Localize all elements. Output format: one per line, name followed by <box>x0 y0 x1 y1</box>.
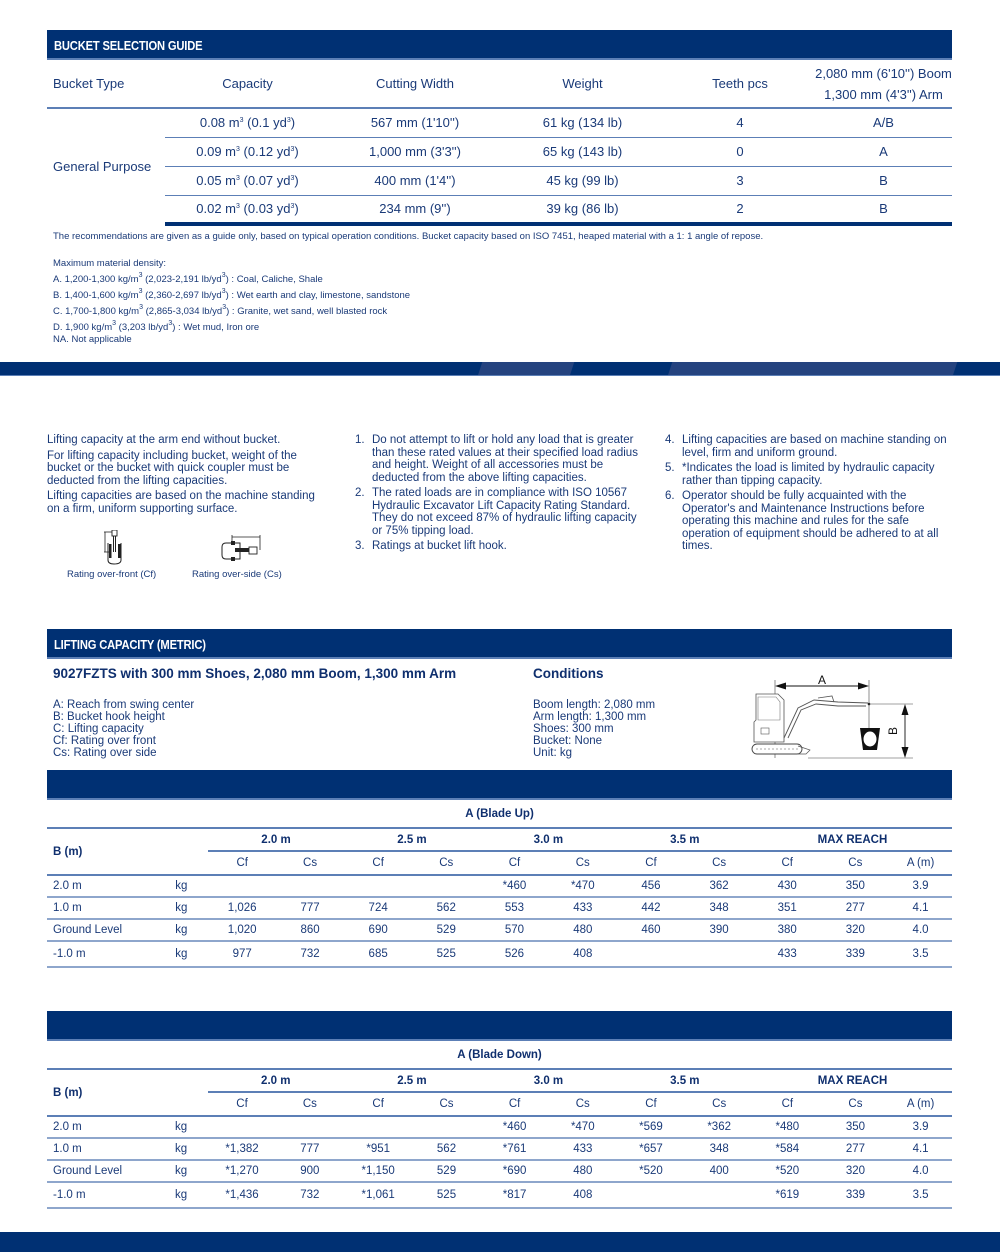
rating-sub-header: A (m) <box>889 1092 952 1116</box>
capacity-value: *480 <box>753 1116 822 1138</box>
rating-sub-header: Cs <box>821 851 889 875</box>
conditions-list <box>533 699 655 759</box>
weight-cell: 65 kg (143 lb) <box>500 137 665 166</box>
model-subtitle: 9027FZTS with 300 mm Shoes, 2,080 mm Boom, 1,300 mm Arm <box>53 666 457 681</box>
capacity-value: 277 <box>821 897 889 919</box>
density-item <box>53 302 410 318</box>
reach-group-header: 2.0 m <box>208 1069 344 1092</box>
boom-arm-rating-cell: B <box>815 195 952 224</box>
boom-arm-rating-cell: A/B <box>815 108 952 137</box>
rating-sub-header: Cs <box>412 851 480 875</box>
density-item <box>53 270 410 286</box>
unit-label: kg <box>169 1182 208 1208</box>
col-b-header: B (m) <box>47 828 208 875</box>
teeth-cell: 0 <box>665 137 815 166</box>
unit-label: kg <box>169 1116 208 1138</box>
note-text: *Indicates the load is limited by hydraulic capacity rather than tipping capacity. <box>682 462 935 487</box>
density-imperial: (2,865-3,034 lb/yd <box>142 306 223 317</box>
band-stripe <box>668 362 958 376</box>
blade-up-table <box>47 827 952 968</box>
reach-group-header: MAX REACH <box>753 1069 952 1092</box>
capacity-value: 860 <box>276 919 344 941</box>
condition-line: Bucket: None <box>533 735 603 747</box>
lift-table-row <box>47 897 952 919</box>
capacity-yd3: (0.03 yd <box>239 201 291 217</box>
rating-sub-header: Cf <box>480 851 549 875</box>
capacity-value: 1,020 <box>208 919 276 941</box>
abbreviation-legend <box>53 699 194 759</box>
capacity-value: 977 <box>208 941 276 967</box>
capacity-value: 4.1 <box>889 897 952 919</box>
group-header-row <box>47 828 952 851</box>
numbered-note <box>665 490 955 553</box>
superscript: 3 <box>236 146 240 153</box>
capacity-value: 553 <box>480 897 549 919</box>
unit-label: kg <box>169 897 208 919</box>
reach-group-header: 3.0 m <box>480 828 617 851</box>
paren: ) <box>294 201 299 217</box>
capacity-value: 3.9 <box>889 1116 952 1138</box>
header-weight: Weight <box>562 76 603 91</box>
teeth-cell: 2 <box>665 195 815 224</box>
icon-front-caption: Rating over-front (Cf) <box>67 569 157 580</box>
capacity-value <box>685 1182 753 1208</box>
weight-cell: 45 kg (99 lb) <box>500 166 665 195</box>
header-cutting-width: Cutting Width <box>375 76 455 91</box>
rating-sub-header: Cf <box>208 851 276 875</box>
capacity-value: 3.5 <box>889 1182 952 1208</box>
capacity-value: 777 <box>276 897 344 919</box>
height-label: -1.0 m <box>47 941 169 967</box>
superscript: 3 <box>286 117 291 125</box>
superscript: 3 <box>236 175 240 182</box>
rating-sub-header: Cs <box>276 851 344 875</box>
capacity-value: 408 <box>549 941 617 967</box>
capacity-value: *1,061 <box>344 1182 413 1208</box>
superscript: 3 <box>138 288 143 295</box>
capacity-m3: 0.08 m <box>199 115 240 131</box>
capacity-value: 562 <box>412 897 480 919</box>
bucket-guide-header <box>47 30 952 60</box>
capacity-value: 430 <box>753 875 822 897</box>
capacity-value: 348 <box>685 1138 753 1160</box>
rating-sub-header: Cs <box>685 1092 753 1116</box>
capacity-value: 529 <box>412 919 480 941</box>
density-range: B. 1,400-1,600 kg/m <box>53 290 139 301</box>
rating-sub-header: A (m) <box>889 851 952 875</box>
unit-label: kg <box>169 1138 208 1160</box>
superscript: 3 <box>221 272 226 279</box>
capacity-value <box>617 1182 686 1208</box>
teeth-cell: 3 <box>665 166 815 195</box>
reach-group-header: 3.5 m <box>617 1069 753 1092</box>
lift-table-row <box>47 1182 952 1208</box>
rating-sub-header: Cs <box>549 851 617 875</box>
diagram-label-b: B <box>886 726 900 736</box>
height-label: 2.0 m <box>47 875 169 897</box>
legend-line: Cf: Rating over front <box>53 735 156 747</box>
capacity-value: *951 <box>344 1138 413 1160</box>
superscript: 3 <box>290 203 295 211</box>
numbered-note <box>665 462 955 487</box>
reach-group-header: 3.0 m <box>480 1069 616 1092</box>
capacity-yd3: (0.07 yd <box>239 173 291 188</box>
capacity-value: *761 <box>480 1138 549 1160</box>
blade-down-title: A (Blade Down) <box>457 1049 542 1061</box>
density-imperial: (2,360-2,697 lb/yd <box>142 290 222 301</box>
capacity-value: *460 <box>480 1116 549 1138</box>
capacity-value: 320 <box>822 1160 890 1182</box>
capacity-value: 777 <box>276 1138 344 1160</box>
numbered-note <box>355 540 645 553</box>
note-text: The rated loads are in compliance with ISO 10567 Hydraulic Excavator Lift Capacity Rating Standard. They do not exceed 87% of hydraulic lifting capacity or 75% tipping load. <box>372 487 637 537</box>
paren: ) <box>290 115 296 131</box>
density-range: C. 1,700-1,800 kg/m <box>53 306 140 317</box>
capacity-value: *619 <box>753 1182 822 1208</box>
capacity-value: 900 <box>276 1160 344 1182</box>
capacity-value: 4.0 <box>889 919 952 941</box>
capacity-value: 433 <box>753 941 822 967</box>
capacity-value: 480 <box>549 919 617 941</box>
header-bucket-type: Bucket Type <box>53 76 125 91</box>
condition-line: Arm length: 1,300 mm <box>533 711 647 723</box>
blade-down-table <box>47 1068 952 1209</box>
capacity-value: 525 <box>412 941 480 967</box>
capacity-value: *1,382 <box>208 1138 276 1160</box>
superscript: 3 <box>290 175 295 182</box>
capacity-yd3: (0.1 yd <box>243 115 287 131</box>
capacity-value: 390 <box>685 919 753 941</box>
height-label: 2.0 m <box>47 1116 169 1138</box>
capacity-value: 525 <box>413 1182 481 1208</box>
capacity-value <box>208 875 276 897</box>
note-number: 2. <box>355 487 365 499</box>
numbered-note <box>665 434 955 459</box>
lift-table-row <box>47 1138 952 1160</box>
capacity-value: 339 <box>821 941 889 967</box>
legend-line: C: Lifting capacity <box>53 723 144 735</box>
density-materials: ) : Wet earth and clay, limestone, sandstone <box>225 290 411 301</box>
capacity-value: 460 <box>617 919 686 941</box>
height-label: 1.0 m <box>47 897 169 919</box>
capacity-value: 570 <box>480 919 549 941</box>
note-text: Operator should be fully acquainted with the Operator's and Maintenance Instructions before operating this machine and rules for the safe operation of equipment should be adhered to at all times. <box>682 490 939 552</box>
lifting-capacity-header <box>47 629 952 659</box>
rating-sub-header: Cf <box>480 1092 549 1116</box>
cutting-width-cell: 400 mm (1'4'') <box>330 166 500 195</box>
capacity-value: 350 <box>822 1116 890 1138</box>
capacity-value: 526 <box>480 941 549 967</box>
rating-sub-header: Cs <box>685 851 753 875</box>
rating-sub-header: Cf <box>753 851 822 875</box>
superscript: 3 <box>221 288 226 295</box>
boom-arm-rating-cell: B <box>815 166 952 195</box>
condition-line: Shoes: 300 mm <box>533 723 614 735</box>
capacity-value: 685 <box>344 941 413 967</box>
capacity-value: 400 <box>685 1160 753 1182</box>
capacity-value: *1,150 <box>344 1160 413 1182</box>
note-number: 3. <box>355 540 365 552</box>
icon-side-caption: Rating over-side (Cs) <box>192 569 282 580</box>
capacity-value: 732 <box>276 941 344 967</box>
numbered-note <box>355 434 645 484</box>
capacity-value: 320 <box>821 919 889 941</box>
rating-sub-header: Cf <box>617 1092 686 1116</box>
condition-line: Unit: kg <box>533 747 572 759</box>
density-imperial: (2,023-2,191 lb/yd <box>142 274 222 285</box>
capacity-value: 3.5 <box>889 941 952 967</box>
capacity-value: 456 <box>617 875 686 897</box>
superscript: 3 <box>222 304 227 311</box>
rating-sub-header: Cf <box>753 1092 822 1116</box>
rating-sub-header: Cs <box>822 1092 890 1116</box>
capacity-value: 350 <box>821 875 889 897</box>
condition-line: Boom length: 2,080 mm <box>533 699 656 711</box>
cutting-width-cell: 567 mm (1'10'') <box>330 108 500 137</box>
header-boom-arm <box>815 60 952 108</box>
capacity-value: *569 <box>617 1116 686 1138</box>
density-block <box>53 258 410 346</box>
note-number: 5. <box>665 462 675 474</box>
superscript: 3 <box>290 146 295 153</box>
capacity-cell <box>165 195 330 224</box>
bucket-guide-title: BUCKET SELECTION GUIDE <box>54 38 203 53</box>
capacity-value: 277 <box>822 1138 890 1160</box>
capacity-value: 3.9 <box>889 875 952 897</box>
capacity-value: *520 <box>617 1160 686 1182</box>
bucket-table-row <box>47 195 952 224</box>
teeth-cell: 4 <box>665 108 815 137</box>
capacity-value: 480 <box>549 1160 617 1182</box>
capacity-value <box>344 875 413 897</box>
header-arm-line: 1,300 mm (4'3'') Arm <box>824 86 943 102</box>
capacity-value: *520 <box>753 1160 822 1182</box>
unit-label: kg <box>169 875 208 897</box>
bucket-selection-table <box>47 60 952 226</box>
density-imperial: (3,203 lb/yd <box>116 322 169 333</box>
header-teeth: Teeth pcs <box>712 76 768 91</box>
reach-group-header: 2.0 m <box>208 828 344 851</box>
capacity-value <box>412 875 480 897</box>
capacity-cell <box>165 137 330 166</box>
blade-up-title: A (Blade Up) <box>465 808 534 820</box>
capacity-value: *657 <box>617 1138 686 1160</box>
capacity-value: 351 <box>753 897 822 919</box>
capacity-value: 433 <box>549 897 617 919</box>
cutting-width-cell: 234 mm (9'') <box>330 195 500 224</box>
capacity-value: 724 <box>344 897 413 919</box>
capacity-value: 732 <box>276 1182 344 1208</box>
legend-line: B: Bucket hook height <box>53 711 165 723</box>
reach-group-header: 3.5 m <box>617 828 753 851</box>
capacity-value <box>344 1116 413 1138</box>
band-stripe <box>478 362 575 376</box>
rating-sub-header: Cs <box>549 1092 617 1116</box>
reach-group-header: 2.5 m <box>344 828 480 851</box>
capacity-m3: 0.05 m <box>196 173 236 188</box>
note-number: 1. <box>355 434 365 446</box>
capacity-m3: 0.02 m <box>196 201 236 217</box>
capacity-value: *1,436 <box>208 1182 276 1208</box>
capacity-value: 348 <box>685 897 753 919</box>
capacity-value: *817 <box>480 1182 549 1208</box>
boom-arm-rating-cell: A <box>815 137 952 166</box>
paren: ) <box>294 173 299 188</box>
note-left-2: For lifting capacity including bucket, weight of the bucket or the bucket with quick coupler must be deducted from the lifting capacities. <box>47 449 297 487</box>
unit-label: kg <box>169 919 208 941</box>
weight-cell: 61 kg (134 lb) <box>500 108 665 137</box>
capacity-cell <box>165 108 330 137</box>
lift-table-row <box>47 1116 952 1138</box>
legend-line: A: Reach from swing center <box>53 699 195 711</box>
capacity-value: *460 <box>480 875 549 897</box>
capacity-value: 4.0 <box>889 1160 952 1182</box>
superscript: 3 <box>168 320 173 327</box>
height-label: -1.0 m <box>47 1182 169 1208</box>
capacity-cell <box>165 166 330 195</box>
capacity-value <box>617 941 686 967</box>
col-b-header: B (m) <box>47 1069 208 1116</box>
bucket-table-row <box>47 137 952 166</box>
capacity-value: *1,270 <box>208 1160 276 1182</box>
capacity-value: 529 <box>413 1160 481 1182</box>
capacity-value: 4.1 <box>889 1138 952 1160</box>
capacity-value: 433 <box>549 1138 617 1160</box>
capacity-value <box>276 1116 344 1138</box>
capacity-value <box>276 875 344 897</box>
height-label: Ground Level <box>47 1160 169 1182</box>
height-label: Ground Level <box>47 919 169 941</box>
bucket-footnote: The recommendations are given as a guide only, based on typical operation conditions. Bucket capacity based on ISO 7451, heaped material with a 1: 1 angle of repose. <box>53 231 764 242</box>
capacity-value: *470 <box>549 1116 617 1138</box>
capacity-m3: 0.09 m <box>196 144 236 159</box>
lift-table-row <box>47 919 952 941</box>
density-range: A. 1,200-1,300 kg/m <box>53 274 139 285</box>
density-materials: ) : Coal, Caliche, Shale <box>225 274 323 285</box>
density-materials: ) : Wet mud, Iron ore <box>172 322 260 333</box>
capacity-value: 362 <box>685 875 753 897</box>
rating-sub-header: Cf <box>208 1092 276 1116</box>
bucket-table-row <box>47 166 952 195</box>
superscript: 3 <box>139 304 143 311</box>
note-text: Ratings at bucket lift hook. <box>372 540 507 552</box>
unit-label: kg <box>169 1160 208 1182</box>
capacity-value: *584 <box>753 1138 822 1160</box>
density-na: NA. Not applicable <box>53 334 132 345</box>
note-left-3: Lifting capacities are based on the machine standing on a firm, uniform supporting surface. <box>47 490 315 515</box>
lifting-capacity-title: LIFTING CAPACITY (METRIC) <box>54 637 206 652</box>
bucket-type-cell: General Purpose <box>53 159 152 174</box>
rating-sub-header: Cf <box>617 851 686 875</box>
notes-right <box>665 434 955 556</box>
reach-group-header: MAX REACH <box>753 828 952 851</box>
decorative-band <box>0 362 1000 376</box>
density-title: Maximum material density: <box>53 258 166 269</box>
blade-up-table-bar <box>47 770 952 800</box>
notes-left <box>47 434 322 518</box>
rating-over-front-icon <box>101 530 129 566</box>
capacity-value: 380 <box>753 919 822 941</box>
group-header-row <box>47 1069 952 1092</box>
superscript: 3 <box>239 117 244 125</box>
capacity-yd3: (0.12 yd <box>239 144 291 159</box>
note-number: 6. <box>665 490 675 502</box>
bucket-table-row <box>47 108 952 137</box>
capacity-value: *470 <box>549 875 617 897</box>
diagram-label-a: A <box>817 673 827 687</box>
capacity-value <box>685 941 753 967</box>
density-item <box>53 286 410 302</box>
lift-table-row <box>47 1160 952 1182</box>
paren: ) <box>294 144 299 159</box>
capacity-value <box>208 1116 276 1138</box>
header-capacity: Capacity <box>222 76 273 91</box>
reach-group-header: 2.5 m <box>344 1069 481 1092</box>
capacity-value: *362 <box>685 1116 753 1138</box>
rating-sub-header: Cs <box>276 1092 344 1116</box>
cutting-width-cell: 1,000 mm (3'3'') <box>330 137 500 166</box>
header-boom-line: 2,080 mm (6'10'') Boom <box>815 65 952 81</box>
superscript: 3 <box>236 203 240 211</box>
capacity-value: 562 <box>413 1138 481 1160</box>
blade-down-table-bar <box>47 1011 952 1041</box>
capacity-value: *690 <box>480 1160 549 1182</box>
capacity-value: 339 <box>822 1182 890 1208</box>
superscript: 3 <box>138 272 143 279</box>
capacity-value: 442 <box>617 897 686 919</box>
rating-sub-header: Cs <box>413 1092 481 1116</box>
rating-over-side-icon <box>220 535 266 563</box>
rating-sub-header: Cf <box>344 851 413 875</box>
numbered-note <box>355 487 645 537</box>
density-materials: ) : Granite, wet sand, well blasted rock <box>226 306 388 317</box>
rating-sub-header: Cf <box>344 1092 413 1116</box>
note-left-1: Lifting capacity at the arm end without bucket. <box>47 434 281 446</box>
notes-middle <box>355 434 645 556</box>
height-label: 1.0 m <box>47 1138 169 1160</box>
lift-table-row <box>47 941 952 967</box>
conditions-title: Conditions <box>533 666 604 681</box>
legend-line: Cs: Rating over side <box>53 747 157 759</box>
note-text: Do not attempt to lift or hold any load that is greater than these rated values at their specified load radius and height. Weight of all accessories must be deducted from the above lifting capacities. <box>372 434 638 484</box>
weight-cell: 39 kg (86 lb) <box>500 195 665 224</box>
capacity-value: 408 <box>549 1182 617 1208</box>
note-number: 4. <box>665 434 675 446</box>
lift-table-row <box>47 875 952 897</box>
capacity-value: 690 <box>344 919 413 941</box>
density-range: D. 1,900 kg/m <box>53 322 113 333</box>
capacity-value: 1,026 <box>208 897 276 919</box>
bucket-table-header-row <box>47 60 952 108</box>
excavator-reach-diagram <box>748 672 918 762</box>
footer-band <box>0 1232 1000 1252</box>
superscript: 3 <box>112 320 117 327</box>
density-item <box>53 318 410 334</box>
unit-label: kg <box>169 941 208 967</box>
capacity-value <box>413 1116 481 1138</box>
note-text: Lifting capacities are based on machine standing on level, firm and uniform ground. <box>682 434 947 459</box>
